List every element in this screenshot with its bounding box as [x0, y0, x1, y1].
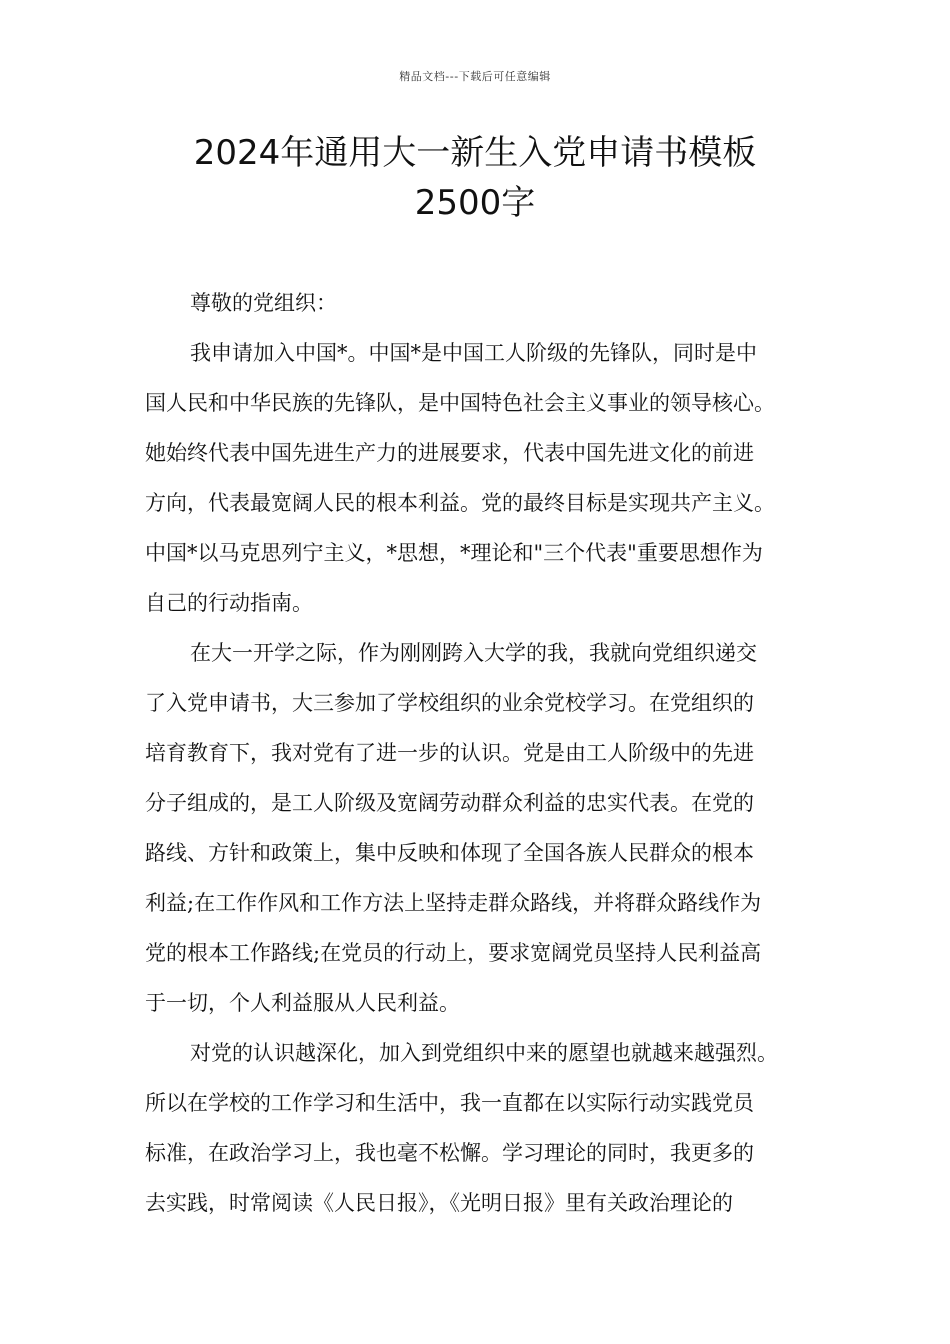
body-line: 培育教育下，我对党有了进一步的认识。党是由工人阶级中的先进 [145, 741, 754, 765]
body-line: 国人民和中华民族的先锋队，是中国特色社会主义事业的领导核心。 [145, 391, 775, 415]
body-line: 于一切，个人利益服从人民利益。 [145, 991, 460, 1015]
body-line: 在大一开学之际，作为刚刚跨入大学的我，我就向党组织递交 [190, 641, 757, 665]
title-line-1: 2024年通用大一新生入党申请书模板 [193, 133, 757, 173]
body-line: 她始终代表中国先进生产力的进展要求，代表中国先进文化的前进 [145, 441, 754, 465]
body-line: 党的根本工作路线;在党员的行动上，要求宽阔党员坚持人民利益高 [145, 941, 762, 965]
document-title [100, 128, 850, 228]
body-line: 了入党申请书，大三参加了学校组织的业余党校学习。在党组织的 [145, 691, 754, 715]
body-line: 中国*以马克思列宁主义，*思想，*理论和"三个代表"重要思想作为 [145, 541, 763, 565]
body-line: 标准，在政治学习上，我也毫不松懈。学习理论的同时，我更多的 [145, 1141, 754, 1165]
salutation: 尊敬的党组织： [190, 291, 337, 315]
document-body [145, 278, 820, 1228]
body-line: 所以在学校的工作学习和生活中，我一直都在以实际行动实践党员 [145, 1091, 754, 1115]
body-line: 我申请加入中国*。中国*是中国工人阶级的先锋队，同时是中 [190, 341, 757, 365]
body-line: 分子组成的，是工人阶级及宽阔劳动群众利益的忠实代表。在党的 [145, 791, 754, 815]
header-note: 精品文档---下载后可任意编辑 [399, 70, 551, 83]
body-line: 路线、方针和政策上，集中反映和体现了全国各族人民群众的根本 [145, 841, 754, 865]
body-line: 自己的行动指南。 [145, 591, 313, 615]
body-line: 去实践，时常阅读《人民日报》，《光明日报》里有关政治理论的 [145, 1191, 733, 1215]
body-line: 利益;在工作作风和工作方法上坚持走群众路线，并将群众路线作为 [145, 891, 762, 915]
body-line: 对党的认识越深化，加入到党组织中来的愿望也就越来越强烈。 [190, 1041, 778, 1065]
title-line-2: 2500字 [414, 183, 536, 223]
body-line: 方向，代表最宽阔人民的根本利益。党的最终目标是实现共产主义。 [145, 491, 775, 515]
